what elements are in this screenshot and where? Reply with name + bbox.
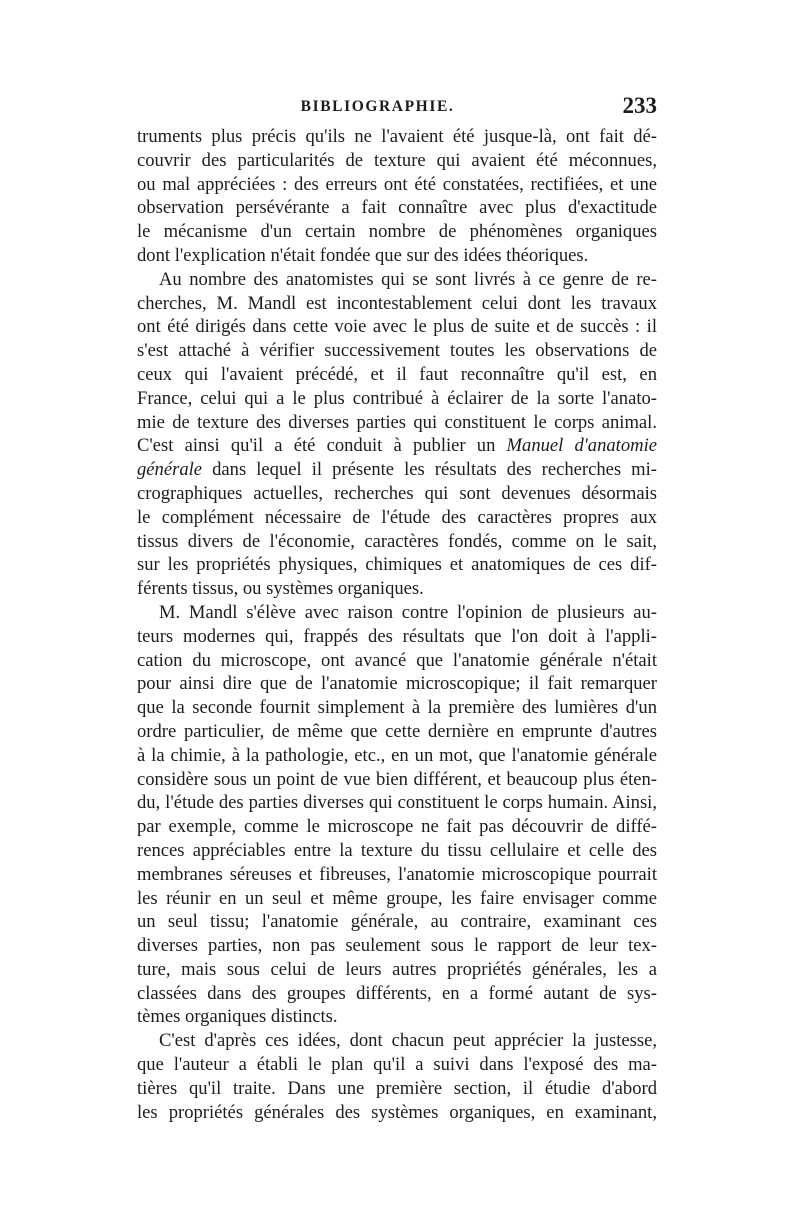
text-line: s'est attaché à vérifier successivement toutes les observations de [137, 340, 657, 362]
text-line: cation du microscope, ont avancé que l'anatomie générale n'était [137, 649, 657, 671]
text-line: un seul tissu; l'anatomie générale, au contraire, examinant ces [137, 911, 657, 933]
text-line: teurs modernes qui, frappés des résultats que l'on doit à l'appli- [137, 625, 657, 647]
text-line: France, celui qui a le plus contribué à éclairer de la sorte l'anato- [137, 387, 657, 409]
text-line: férents tissus, ou systèmes organiques. [137, 578, 424, 600]
text-line: du, l'étude des parties diverses qui constituent le corps humain. Ainsi, [137, 792, 657, 814]
text-line: membranes séreuses et fibreuses, l'anatomie microscopique pourrait [137, 863, 657, 885]
text-line: cherches, M. Mandl est incontestablement celui dont les travaux [137, 292, 657, 314]
text-line: crographiques actuelles, recherches qui sont devenues désormais [137, 482, 657, 504]
text-line: ture, mais sous celui de leurs autres propriétés générales, les a [137, 958, 657, 980]
text-line [137, 434, 657, 458]
text-line: Au nombre des anatomistes qui se sont livrés à ce genre de re- [159, 268, 657, 290]
text-line [137, 458, 657, 482]
text-line: à la chimie, à la pathologie, etc., en un mot, que l'anatomie générale [137, 744, 657, 766]
text-line: tières qu'il traite. Dans une première section, il étudie d'abord [137, 1077, 657, 1099]
text-line: dont l'explication n'était fondée que sur des idées théoriques. [137, 244, 589, 266]
text-line: truments plus précis qu'ils ne l'avaient été jusque-là, ont fait dé- [137, 126, 657, 147]
text-line: le complément nécessaire de l'étude des caractères propres aux [137, 506, 657, 528]
text-line: tissus divers de l'économie, caractères fondés, comme on le sait, [137, 530, 657, 552]
book-title: générale [137, 459, 203, 481]
body-text [137, 125, 657, 1124]
text-line: ceux qui l'avaient précédé, et il faut reconnaître qu'il est, en [137, 363, 657, 385]
book-title: Manuel d'anatomie [506, 435, 657, 457]
text-line: ou mal appréciées : des erreurs ont été constatées, rectifiées, et une [137, 173, 657, 195]
text-line: observation persévérante a fait connaître avec plus d'exactitude [137, 197, 657, 219]
text-line: que l'auteur a établi le plan qu'il a suivi dans l'exposé des ma- [137, 1054, 657, 1076]
text-line: M. Mandl s'élève avec raison contre l'opinion de plusieurs au- [159, 601, 657, 623]
text-line: ordre particulier, de même que cette dernière en emprunte d'autres [137, 720, 657, 742]
text-segment: dans lequel il présente les résultats des recherches mi- [202, 459, 657, 481]
text-line: considère sous un point de vue bien différent, et beaucoup plus éten- [137, 768, 657, 790]
text-line: diverses parties, non pas seulement sous le rapport de leur tex- [137, 935, 657, 957]
text-line: classées dans des groupes différents, en a formé autant de sys- [137, 982, 657, 1004]
running-title: BIBLIOGRAPHIE. [300, 98, 455, 115]
text-line: sur les propriétés physiques, chimiques et anatomiques de ces dif- [137, 554, 657, 576]
text-line: mie de texture des diverses parties qui constituent le corps animal. [137, 411, 657, 433]
text-line: le mécanisme d'un certain nombre de phénomènes organiques [137, 221, 657, 243]
page-number: 233 [622, 93, 657, 118]
text-line: les réunir en un seul et même groupe, les faire envisager comme [137, 887, 657, 909]
text-line: pour ainsi dire que de l'anatomie microscopique; il fait remarquer [137, 673, 657, 695]
text-line: que la seconde fournit simplement à la première des lumières d'un [137, 697, 657, 719]
text-line: couvrir des particularités de texture qui avaient été méconnues, [137, 149, 657, 171]
text-line: ont été dirigés dans cette voie avec le plus de suite et de succès : il [137, 316, 657, 338]
running-head [138, 93, 657, 124]
text-segment: C'est ainsi qu'il a été conduit à publier un [137, 435, 507, 457]
text-line: tèmes organiques distincts. [137, 1006, 338, 1028]
text-line: rences appréciables entre la texture du tissu cellulaire et celle des [137, 839, 657, 861]
text-line: par exemple, comme le microscope ne fait pas découvrir de diffé- [137, 816, 657, 838]
text-line: C'est d'après ces idées, dont chacun peut apprécier la justesse, [159, 1030, 657, 1052]
text-line: les propriétés générales des systèmes organiques, en examinant, [137, 1101, 657, 1123]
